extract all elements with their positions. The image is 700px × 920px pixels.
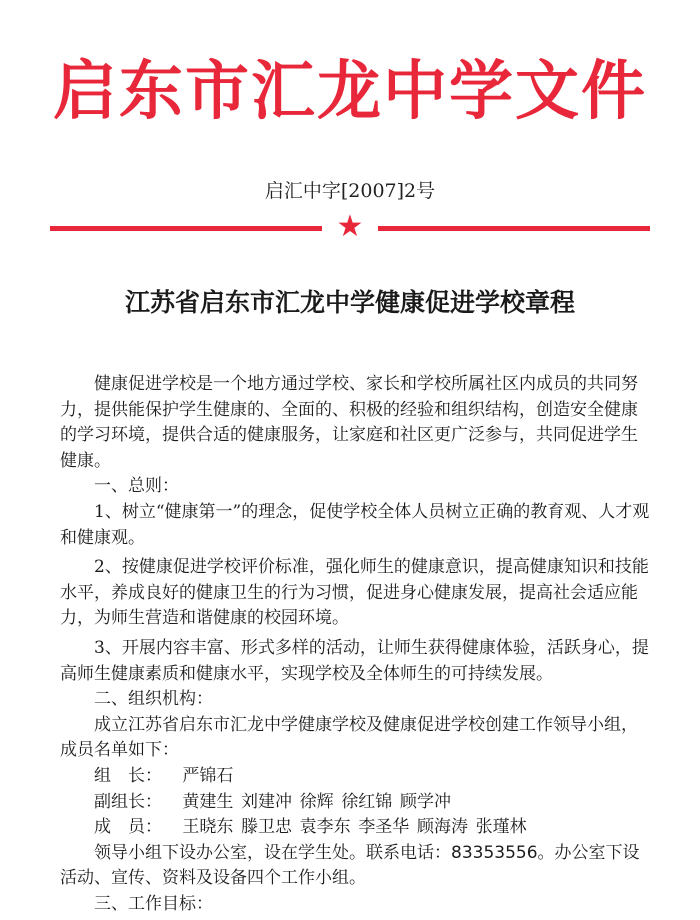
section-heading-organization: 二、组织机构： xyxy=(94,689,213,710)
document-body xyxy=(60,372,650,917)
intro-paragraph: 健康促进学校是一个地方通过学校、家长和学校所属社区内成员的共同努力，提供能保护学生健康的、全面的、积极的经验和组织结构，创造安全健康的学习环境，提供合适的健康服务，让家庭和社区更广泛参与，共同促进学生健康。 xyxy=(60,374,638,471)
member-name: 滕卫忠 xyxy=(241,817,293,838)
divider-right-bar xyxy=(378,226,650,231)
document-title: 江苏省启东市汇龙中学健康促进学校章程 xyxy=(124,288,575,317)
masthead-title: 启东市汇龙中学文件 xyxy=(53,55,647,129)
document-number: 启汇中字[2007]2号 xyxy=(264,180,436,202)
member-name: 袁李东 xyxy=(299,817,351,838)
office-paragraph xyxy=(60,841,650,892)
section-heading-goals: 三、工作目标： xyxy=(94,893,213,914)
section-heading-general: 一、总则： xyxy=(94,476,179,497)
deputy-names xyxy=(182,792,458,812)
item-1: 1、树立“健康第一”的理念，促使学校全体人员树立正确的教育观、人才观和健康观。 xyxy=(60,501,650,548)
member-role: 成 员： xyxy=(94,817,162,838)
member-name: 李圣华 xyxy=(358,817,410,838)
leader-role: 组 长： xyxy=(94,765,162,786)
deputy-name: 顾学冲 xyxy=(399,791,451,812)
deputy-name: 徐红锦 xyxy=(341,791,393,812)
member-name: 顾海涛 xyxy=(416,817,468,838)
office-phone: 83353556 xyxy=(451,842,538,863)
item-3: 3、开展内容丰富、形式多样的活动，让师生获得健康体验，活跃身心，提高师生健康素质和健康水平，实现学校及全体师生的可持续发展。 xyxy=(60,637,649,684)
star-icon: ★ xyxy=(336,209,364,244)
office-text-continued: 。办公室下设活动、宣传、资料及设备四个工作小组。 xyxy=(60,842,640,889)
deputy-name: 黄建生 xyxy=(182,791,234,812)
item-2: 2、按健康促进学校评价标准，强化师生的健康意识，提高健康知识和技能水平，养成良好的健康卫生的行为习惯，促进身心健康发展，提高社会适应能力，为师生营造和谐健康的校园环境。 xyxy=(60,557,649,629)
organization-intro: 成立江苏省启东市汇龙中学健康学校及健康促进学校创建工作领导小组，成员名单如下： xyxy=(60,714,638,761)
leader-row xyxy=(60,764,650,790)
deputy-role: 副组长： xyxy=(94,791,162,812)
leader-name: 严锦石 xyxy=(182,765,234,786)
member-name: 王晓东 xyxy=(182,817,234,838)
member-row xyxy=(60,815,650,841)
deputy-name: 刘建冲 xyxy=(241,791,293,812)
member-name: 张瑾林 xyxy=(475,817,527,838)
divider-left-bar xyxy=(50,226,322,231)
office-text: 领导小组下设办公室，设在学生处。联系电话： xyxy=(94,842,451,863)
member-names xyxy=(182,817,534,837)
red-divider xyxy=(50,209,650,244)
deputy-row xyxy=(60,790,650,816)
deputy-name: 徐辉 xyxy=(299,791,334,812)
